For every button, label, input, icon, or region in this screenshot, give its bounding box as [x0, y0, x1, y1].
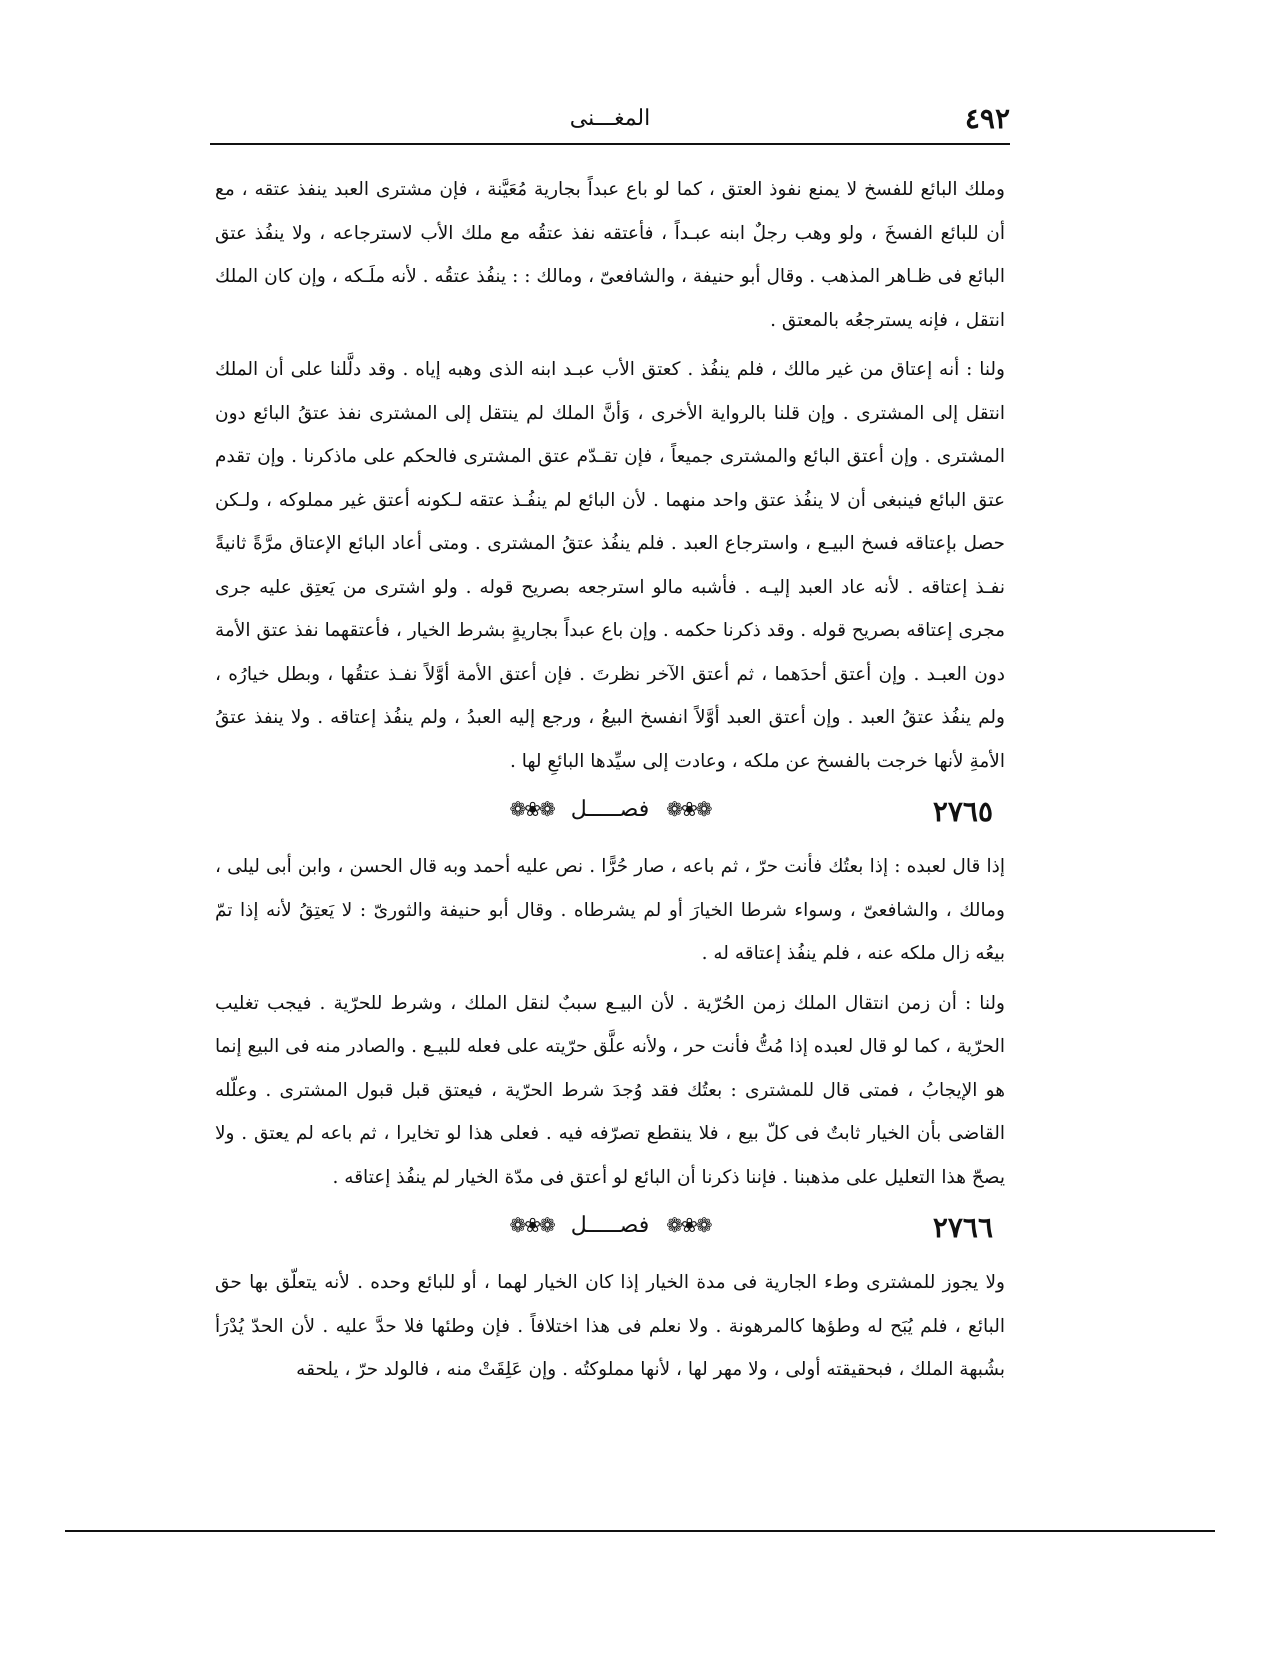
page-header [210, 102, 1010, 142]
paragraph: وملك البائع للفسخ لا يمنع نفوذ العتق ، كما لو باع عبداً بجارية مُعَيَّنة ، فإن مشترى العبد ينفذ عتقه ، مع أن للبائع الفسخَ ، ولو وهب رجلٌ ابنه عبـداً ، فأعتقه نفذ عتقُه مع ملك الأب لاسترجاعه ، ولا ينفُذ عتق البائع فى ظـاهر المذهب . وقال أبو حنيفة ، والشافعىّ ، ومالك : : ينفُذ عتقُه . لأنه ملَـكه ، وإن كان الملك انتقل ، فإنه يسترجعُه بالمعتق . [215, 179, 1005, 331]
paragraph: ولنا : أن زمن انتقال الملك زمن الحُرّية . لأن البيـع سببٌ لنقل الملك ، وشرط للحرّية . فيجب تغليب الحرّية ، كما لو قال لعبده إذا مُتُّ فأنت حر ، ولأنه علَّق حرّيته على فعله للبيـع . والصادر منه فى البيع إنما هو الإيجابُ ، فمتى قال للمشترى : بعتُك فقد وُجدَ شرط الحرّية ، فيعتق قبل قبول المشترى . وعلّله القاضى بأن الخيار ثابتٌ فى كلّ بيع ، فلا ينقطع تصرّفه فيه . فعلى هذا لو تخايرا ، ثم باعه لم يعتق . ولا يصحّ هذا التعليل على مذهبنا . فإننا ذكرنا أن البائع لو أعتق فى مدّة الخيار لم ينفُذ إعتاقه . [215, 992, 1005, 1188]
section-title [215, 1213, 1005, 1238]
paragraph: ولنا : أنه إعتاق من غير مالك ، فلم ينفُذ . كعتق الأب عبـد ابنه الذى وهبه إياه . وقد دلَّلنا على أن الملك انتقل إلى المشترى . وإن قلنا بالرواية الأخرى ، وَأنَّ الملك لم ينتقل إلى المشترى نفذ عتقُ البائع دون المشترى . وإن أعتق البائع والمشترى جميعاً ، فإن تقـدّم عتق المشترى فالحكم على ماذكرنا . وإن تقدم عتق البائع فينبغى أن لا ينفُذ عتق واحد منهما . لأن البائع لم ينفُـذ عتقه لـكونه أعتق غير مملوكه ، ولـكن حصل بإعتاقه فسخ البيـع ، واسترجاع العبد . فلم ينفُذ عتقُ المشترى . ومتى أعاد البائع الإعتاق مرَّةً ثانيةً نفـذ إعتاقه . لأنه عاد العبد إليـه . فأشبه مالو استرجعه بصريح قوله . ولو اشترى من يَعتِق عليه جرى مجرى إعتاقه بصريح قوله . وقد ذكرنا حكمه . وإن باع عبداً بجاريةٍ بشرط الخيار ، فأعتقهما نفذ عتق الأمة دون العبـد . وإن أعتق أحدَهما ، ثم أعتق الآخر نظرتَ . فإن أعتق الأمة أوَّلاً نفـذ عتقُها ، وبطل خيارُه ، ولم ينفُذ عتقُ العبد . وإن أعتق العبد أوَّلاً انفسخ البيعُ ، ورجع إليه العبدُ ، ولم ينفُذ إعتاقه . ولا ينفذ عتقُ الأمةِ لأنها خرجت بالفسخ عن ملكه ، وعادت إلى سيِّدها البائعِ لها . [215, 359, 1005, 772]
section-title-text: فصـــــل [570, 797, 650, 822]
header-divider [210, 143, 1010, 145]
section-title-text: فصـــــل [570, 1213, 650, 1238]
section-number: ٢٧٦٥ [932, 795, 993, 828]
section-number: ٢٧٦٦ [932, 1211, 993, 1244]
paragraph: إذا قال لعبده : إذا بعتُك فأنت حرّ ، ثم باعه ، صار حُرًّا . نص عليه أحمد وبه قال الحسن ، وابن أبى ليلى ، ومالك ، والشافعىّ ، وسواء شرطا الخيارَ أو لم يشرطاه . وقال أبو حنيفة والثورىّ : لا يَعتِقُ لأنه إذا تمّ بيعُه زال ملكه عنه ، فلم ينفُذ إعتاقه له . [215, 856, 1005, 964]
ornament-right-icon: ❁❀❁ [666, 1213, 711, 1237]
ornament-left-icon: ❁❀❁ [509, 797, 554, 821]
page-number: ٤٩٢ [964, 102, 1010, 135]
paragraph: ولا يجوز للمشترى وطء الجارية فى مدة الخيار إذا كان الخيار لهما ، أو للبائع وحده . لأنه يتعلّق بها حق البائع ، فلم يُبَح له وطؤها كالمرهونة . ولا نعلم فى هذا اختلافاً . فإن وطئها فلا حدَّ عليه . لأن الحدّ يُدْرَأ بشُبهة الملك ، فبحقيقته أولى ، ولا مهر لها ، لأنها مملوكتُه . وإن عَلِقَتْ منه ، فالولد حرّ ، يلحقه [215, 1272, 1005, 1380]
ornament-right-icon: ❁❀❁ [666, 797, 711, 821]
ornament-left-icon: ❁❀❁ [509, 1213, 554, 1237]
footer-divider [65, 1530, 1215, 1532]
running-title: المغـــنى [569, 106, 651, 131]
section-title [215, 797, 1005, 822]
section-heading-2765 [215, 787, 1005, 843]
section-heading-2766 [215, 1203, 1005, 1259]
page-body [215, 168, 1005, 1392]
